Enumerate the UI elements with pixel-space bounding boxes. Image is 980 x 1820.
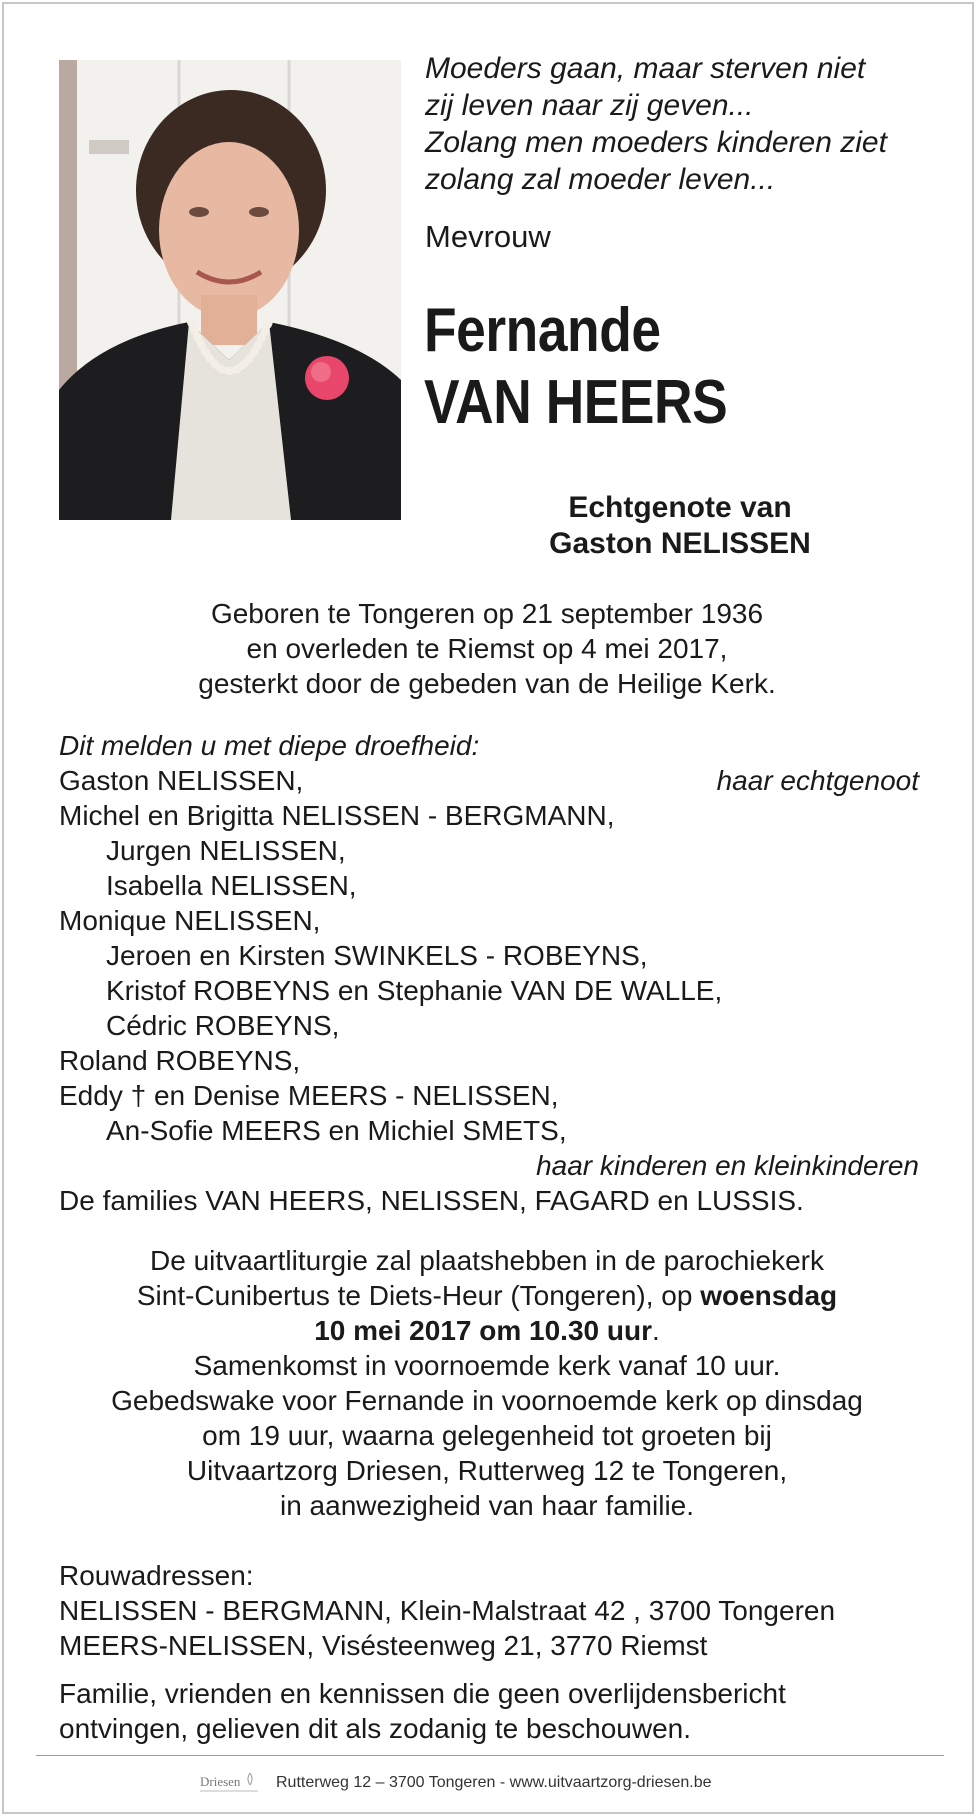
first-name: Fernande xyxy=(424,296,661,365)
family-row-spouse xyxy=(59,763,919,798)
ceremony-line: De uitvaartliturgie zal plaatshebben in de parochiekerk xyxy=(150,1245,824,1276)
prayer-line: gesterkt door de gebeden van de Heilige Kerk. xyxy=(198,668,776,699)
addresses-title: Rouwadressen: xyxy=(59,1560,254,1591)
ceremony-block xyxy=(40,1243,934,1523)
ceremony-line xyxy=(40,1278,934,1313)
spouse-role: haar echtgenoot xyxy=(716,765,919,796)
family-member: Monique NELISSEN, xyxy=(59,905,321,936)
memorial-poem xyxy=(425,50,945,198)
poem-line: Zolang men moeders kinderen ziet xyxy=(425,126,887,159)
family-member: Cédric ROBEYNS, xyxy=(106,1010,340,1041)
addresses-block xyxy=(59,1558,939,1663)
families-line: De families VAN HEERS, NELISSEN, FAGARD en LUSSIS. xyxy=(59,1185,804,1216)
footer-divider xyxy=(36,1755,944,1756)
family-list xyxy=(59,728,919,1218)
notice-line: ontvingen, gelieven dit als zodanig te beschouwen. xyxy=(59,1713,691,1744)
footer-address: Rutterweg 12 – 3700 Tongeren - www.uitvaartzorg-driesen.be xyxy=(276,1774,712,1791)
spouse-label: Echtgenote van xyxy=(568,491,792,524)
family-intro: Dit melden u met diepe droefheid: xyxy=(59,730,480,761)
family-member: Isabella NELISSEN, xyxy=(106,870,357,901)
address-line: NELISSEN - BERGMANN, Klein-Malstraat 42 , 3700 Tongeren xyxy=(59,1595,836,1626)
children-role: haar kinderen en kleinkinderen xyxy=(536,1150,919,1181)
spouse-entry: Gaston NELISSEN, xyxy=(59,765,304,796)
ceremony-datetime: 10 mei 2017 om 10.30 uur xyxy=(314,1315,652,1346)
spouse-name: Gaston NELISSEN xyxy=(549,527,811,560)
family-member: Jurgen NELISSEN, xyxy=(106,835,346,866)
family-member: Kristof ROBEYNS en Stephanie VAN DE WALLE, xyxy=(106,975,723,1006)
ceremony-church: Sint-Cunibertus te Diets-Heur (Tongeren), op xyxy=(136,1280,701,1311)
family-member: Eddy † en Denise MEERS - NELISSEN, xyxy=(59,1080,559,1111)
ceremony-line: Samenkomst in voornoemde kerk vanaf 10 uur. xyxy=(193,1350,781,1381)
deceased-name xyxy=(424,295,727,439)
address-line: MEERS-NELISSEN, Visésteenweg 21, 3770 Riemst xyxy=(59,1630,708,1661)
family-member: Michel en Brigitta NELISSEN - BERGMANN, xyxy=(59,800,615,831)
birth-death-block xyxy=(40,596,934,701)
ceremony-line: om 19 uur, waarna gelegenheid tot groeten bij xyxy=(202,1420,772,1451)
ceremony-line xyxy=(40,1313,934,1348)
portrait-photo xyxy=(59,60,401,520)
poem-line: zolang zal moeder leven... xyxy=(425,163,776,196)
family-member: Jeroen en Kirsten SWINKELS - ROBEYNS, xyxy=(106,940,648,971)
logo-wordmark: Driesen xyxy=(200,1774,241,1789)
ceremony-weekday: woensdag xyxy=(700,1280,838,1311)
family-member: An-Sofie MEERS en Michiel SMETS, xyxy=(106,1115,567,1146)
poem-line: Moeders gaan, maar sterven niet xyxy=(425,52,866,85)
footer xyxy=(200,1768,712,1798)
ceremony-line: Uitvaartzorg Driesen, Rutterweg 12 te Tongeren, xyxy=(186,1455,788,1486)
notice-block xyxy=(59,1676,939,1746)
honorific: Mevrouw xyxy=(425,219,551,254)
funeral-home-logo xyxy=(200,1769,262,1797)
death-line: en overleden te Riemst op 4 mei 2017, xyxy=(246,633,728,664)
last-name: VAN HEERS xyxy=(424,368,728,437)
spouse-line xyxy=(470,490,890,562)
birth-line: Geboren te Tongeren op 21 september 1936 xyxy=(210,598,764,629)
ceremony-line: Gebedswake voor Fernande in voornoemde kerk op dinsdag xyxy=(111,1385,863,1416)
ceremony-line: in aanwezigheid van haar familie. xyxy=(279,1490,695,1521)
family-member: Roland ROBEYNS, xyxy=(59,1045,301,1076)
notice-line: Familie, vrienden en kennissen die geen overlijdensbericht xyxy=(59,1678,786,1709)
poem-line: zij leven naar zij geven... xyxy=(425,89,754,122)
ceremony-period: . xyxy=(651,1315,660,1346)
